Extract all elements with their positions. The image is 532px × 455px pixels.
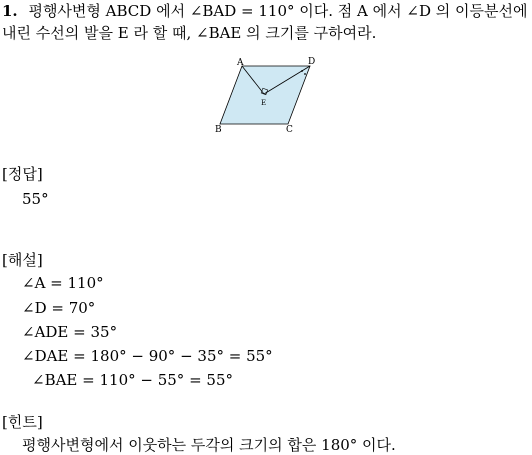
label-A: A (237, 58, 244, 68)
hint-label: [힌트] (2, 413, 43, 431)
angle-mark-2 (304, 73, 306, 75)
problem-text-1: 평행사변형 ABCD 에서 ∠BAD = 110° 이다. 점 A 에서 ∠D 의 이등분선에 (28, 2, 528, 20)
solution-line-1: ∠A = 110° (22, 274, 104, 292)
solution-line-5: ∠BAE = 110° − 55° = 55° (32, 371, 233, 389)
problem-line-2: 내린 수선의 발을 E 라 할 때, ∠BAE 의 크기를 구하여라. (2, 24, 377, 42)
label-E: E (261, 99, 267, 107)
answer-label: [정답] (2, 165, 43, 183)
solution-line-2: ∠D = 70° (22, 299, 96, 317)
solution-line-3: ∠ADE = 35° (22, 323, 118, 341)
problem-statement (2, 0, 530, 44)
parallelogram-figure (214, 54, 324, 136)
hint-text: 평행사변형에서 이웃하는 두각의 크기의 합은 180° 이다. (22, 436, 396, 454)
angle-mark-1 (301, 70, 303, 72)
label-B: B (215, 125, 222, 135)
label-C: C (286, 125, 293, 135)
solution-label: [해설] (2, 251, 43, 269)
parallelogram-shape (220, 66, 310, 124)
answer-value: 55° (22, 190, 49, 208)
problem-number: 1. (2, 2, 18, 20)
solution-line-4: ∠DAE = 180° − 90° − 35° = 55° (22, 347, 273, 365)
label-D: D (308, 57, 316, 67)
problem-line-1 (2, 0, 530, 22)
